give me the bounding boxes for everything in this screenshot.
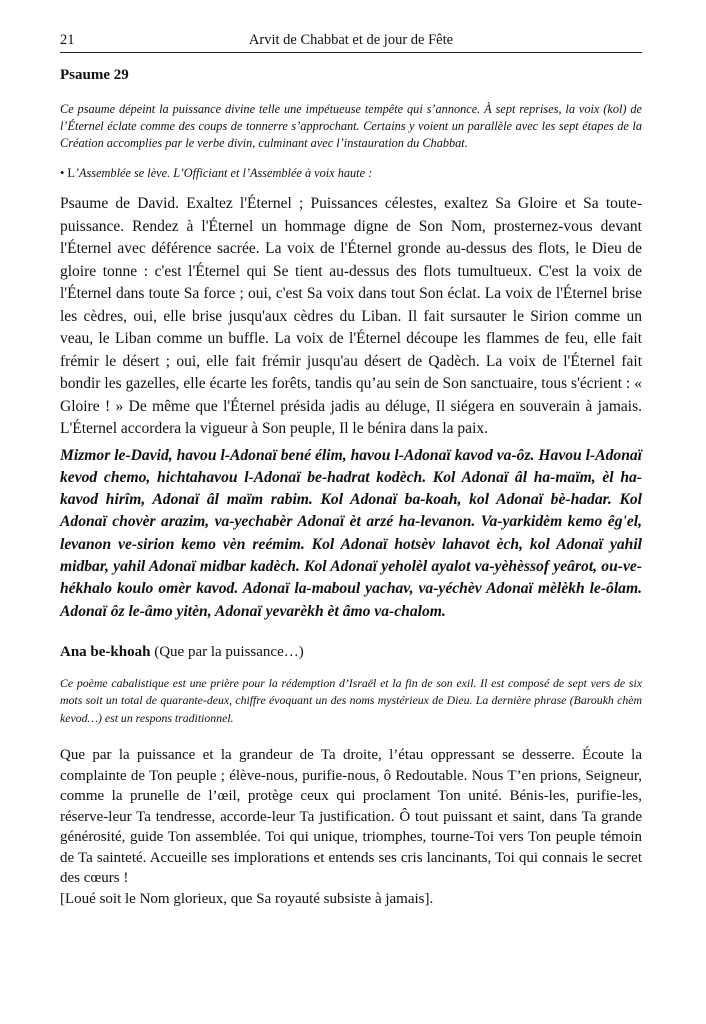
running-title: Arvit de Chabbat et de jour de Fête	[248, 32, 454, 48]
ana-title-rest: (Que par la puissance…)	[150, 643, 304, 660]
rubric-initial: L	[67, 166, 75, 180]
rubric-text: ’Assemblée se lève. L’Officiant et l’Assemblée à voix haute :	[74, 166, 373, 180]
ana-title	[60, 644, 642, 661]
ana-prayer: Que par la puissance et la grandeur de Ta droite, l’étau oppressant se desserre. Écoute la complainte de Ton peuple ; élève-nous, purifie-nous, ô Redoutable. Nous T’en prions, Seigneur, comme la prunelle de l’œil, protège ceux qui proclament Ton unité. Bénis-les, purifie-les, réserve-leur Ta tendresse, accorde-leur Ta justification. Ô tout puissant et saint, dans Ta grande générosité, guide Ton assemblée. Toi qui unique, triomphes, tourne-Toi vers Ton peuple témoin de Ta sainteté. Accueille ses implorations et entends ses cris lancinants, Toi qui connais le secret des cœurs !	[60, 747, 642, 887]
psalm-french-text: Psaume de David. Exaltez l'Éternel ; Puissances célestes, exaltez Sa Gloire et Sa toute-puissance. Rendez à l'Éternel un hommage digne de Son Nom, prosternez-vous devant l'Éternel avec déférence sacrée. La voix de l'Éternel gronde au-dessus des flots, le Dieu de gloire tonne : c'est l'Éternel qui Se tient au-dessus des flots tumultueux. C'est la voix de l'Éternel dans toute Sa force ; oui, c'est Sa voix dans tout Son éclat. La voix de l'Éternel brise les cèdres, oui, elle brise jusqu'aux cèdres du Liban. Il fait sursauter le Sirion comme un veau, le Liban comme un buffle. La voix de l'Éternel découpe les flammes de feu, elle fait frémir le désert ; oui, elle fait frémir jusqu'au désert de Qadèch. La voix de l'Éternel fait bondir les gazelles, elle écarte les forêts, tandis qu’au sein de Son sanctuaire, tous s'écrient : « Gloire ! » De même que l'Éternel présida jadis au déluge, Il siégera en souverain à jamais. L'Éternel accordera la vigueur à Son peuple, Il le bénira dans la paix.	[60, 195, 642, 437]
rubric	[60, 166, 642, 181]
psalm-title: Psaume 29	[60, 67, 129, 83]
psalm-intro: Ce psaume dépeint la puissance divine telle une impétueuse tempête qui s’annonce. À sept reprises, la voix (kol) de l’Éternel éclate comme des coups de tonnerre s’approchant. Certains y voient un parallèle avec les sept étapes de la Création accomplies par le verbe divin, culminant avec l’instauration du Chabbat.	[60, 102, 642, 150]
ana-intro: Ce poème cabalistique est une prière pour la rédemption d’Israël et la fin de son exil. Il est composé de sept vers de six mots soit un total de quarante-deux, chiffre évoquant un des noms mystérieux de Dieu. La dernière phrase (Baroukh chèm kevod…) est un respons traditionnel.	[60, 675, 642, 725]
bullet-icon: •	[60, 166, 65, 180]
ana-response: [Loué soit le Nom glorieux, que Sa royauté subsiste à jamais].	[60, 890, 434, 907]
page-number: 21	[60, 32, 75, 48]
ana-title-bold: Ana be-khoah	[60, 643, 151, 660]
page	[60, 30, 642, 909]
running-header	[60, 30, 642, 53]
psalm-transliteration: Mizmor le-David, havou l-Adonaï bené élim, havou l-Adonaï kavod va-ôz. Havou l-Adonaï kevod chemo, hichtahavou l-Adonaï be-hadrat kodèch. Kol Adonaï âl ha-maïm, èl ha-kavod hirîm, Adonaï âl maïm rabim. Kol Adonaï ba-koah, kol Adonaï bè-hadar. Kol Adonaï chovèr arazim, va-yechabèr Adonaï èt arzé ha-levanon. Va-yarkidèm kemo êg'el, levanon ve-sirion kemo vèn reémim. Kol Adonaï hotsèv lahavot èch, kol Adonaï yahil midbar, yahil Adonaï midbar kadèch. Kol Adonaï yeholèl ayalot va-yèhèssof yeârot, ou-ve-hékhalo koulo omèr kavod. Adonaï la-maboul yachav, va-yéchèv Adonaï mèlèkh le-ôlam. Adonaï ôz le-âmo yitèn, Adonaï yevarèkh èt âmo va-chalom.	[60, 446, 642, 620]
ana-french-text	[60, 745, 642, 909]
